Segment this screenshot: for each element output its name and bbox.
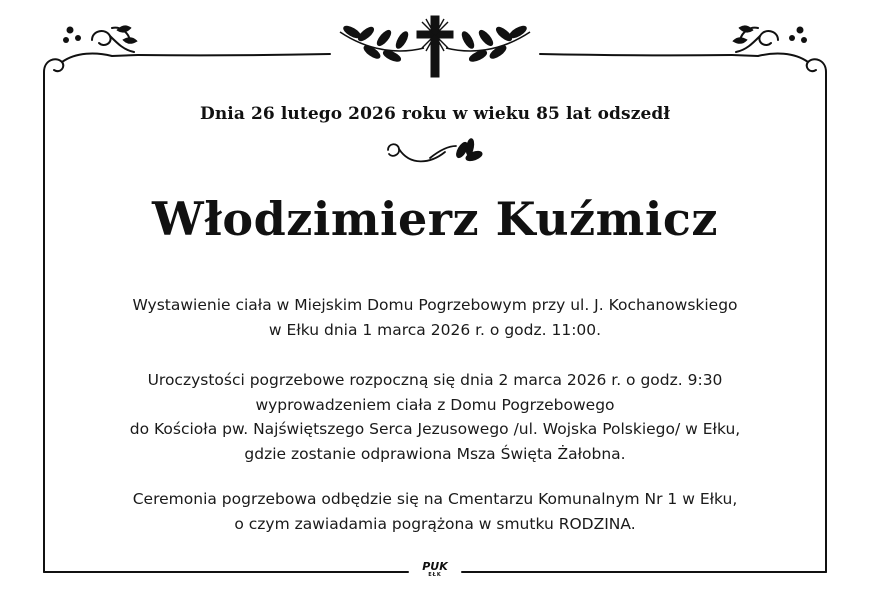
paragraph-line: Uroczystości pogrzebowe rozpoczną się dnia 2 marca 2026 r. o godz. 9:30	[147, 371, 723, 389]
paragraph-line: gdzie zostanie odprawiona Msza Święta Żałobna.	[244, 444, 626, 463]
puk-logo	[416, 561, 454, 583]
deceased-name: Włodzimierz Kuźmicz	[152, 192, 718, 246]
paragraph-line: Wystawienie ciała w Miejskim Domu Pogrzebowym przy ul. J. Kochanowskiego	[132, 296, 738, 314]
scroll-ornament-icon-left	[44, 26, 138, 94]
death-announcement-intro: Dnia 26 lutego 2026 roku w wieku 85 lat odszedł	[199, 104, 671, 124]
divider-ornament-icon	[388, 139, 483, 162]
paragraph-line: do Kościoła pw. Najświętszego Serca Jezusowego /ul. Wojska Polskiego/ w Ełku,	[129, 420, 741, 438]
laurel-branch-icon-left	[340, 24, 424, 63]
paragraph-line: wyprowadzeniem ciała z Domu Pogrzebowego	[255, 395, 615, 414]
logo-main-text: PUK	[422, 560, 448, 573]
cross-icon	[417, 16, 453, 77]
paragraph-line: w Ełku dnia 1 marca 2026 r. o godz. 11:00.	[268, 320, 602, 339]
scroll-ornament-icon-right	[732, 26, 826, 94]
paragraph-line: Ceremonia pogrzebowa odbędzie się na Cmentarzu Komunalnym Nr 1 w Ełku,	[132, 490, 738, 508]
burial-paragraph	[0, 487, 870, 536]
laurel-branch-icon-right	[446, 24, 530, 63]
logo-sub-text: EŁK	[428, 572, 442, 578]
ceremony-paragraph	[0, 368, 870, 466]
viewing-paragraph	[0, 293, 870, 342]
paragraph-line: o czym zawiadamia pogrążona w smutku RODZINA.	[234, 514, 636, 533]
